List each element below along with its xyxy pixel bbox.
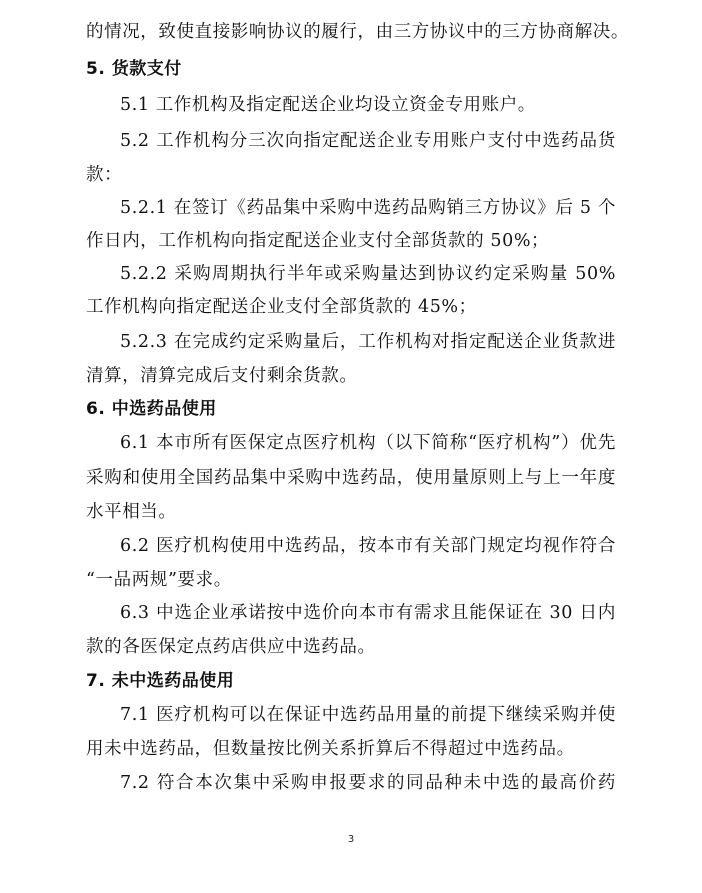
paragraph-line: “一品两规”要求。: [86, 570, 232, 590]
section-heading-5: 5. 货款支付: [86, 59, 182, 79]
paragraph-line: 7.1 医疗机构可以在保证中选药品用量的前提下继续采购并使: [120, 705, 616, 725]
paragraph-line: 水平相当。: [86, 502, 177, 522]
paragraph-line: 5.2.1 在签订《药品集中采购中选药品购销三方协议》后 5 个: [120, 198, 616, 218]
paragraph-line: 6.2 医疗机构使用中选药品，按本市有关部门规定均视作符合: [120, 536, 616, 556]
paragraph-line: 作日内，工作机构向指定配送企业支付全部货款的 50%；: [86, 231, 550, 251]
paragraph-line: 6.1 本市所有医保定点医疗机构（以下简称“医疗机构”）优先: [120, 433, 616, 453]
section-heading-7: 7. 未中选药品使用: [86, 671, 235, 691]
paragraph-line: 工作机构向指定配送企业支付全部货款的 45%；: [86, 297, 477, 317]
paragraph-line: 5.2.3 在完成约定采购量后，工作机构对指定配送企业货款进: [120, 332, 616, 352]
paragraph-line: 款：: [86, 165, 123, 185]
paragraph-line: 采购和使用全国药品集中采购中选药品，使用量原则上与上一年度: [86, 468, 616, 488]
paragraph-line: 6.3 中选企业承诺按中选价向本市有需求且能保证在 30 日内: [120, 603, 616, 623]
paragraph-line: 5.1 工作机构及指定配送企业均设立资金专用账户。: [120, 95, 536, 115]
section-heading-6: 6. 中选药品使用: [86, 399, 217, 419]
paragraph-line: 款的各医保定点药店供应中选药品。: [86, 637, 376, 657]
paragraph-line: 5.2.2 采购周期执行半年或采购量达到协议约定采购量 50%: [120, 264, 616, 284]
paragraph-line: 的情况，致使直接影响协议的履行，由三方协议中的三方协商解决。: [86, 22, 629, 42]
paragraph-line: 用未中选药品，但数量按比例关系折算后不得超过中选药品。: [86, 739, 575, 759]
paragraph-line: 7.2 符合本次集中采购申报要求的同品种未中选的最高价药: [120, 773, 616, 793]
paragraph-line: 5.2 工作机构分三次向指定配送企业专用账户支付中选药品货: [120, 131, 616, 151]
paragraph-line: 清算，清算完成后支付剩余货款。: [86, 366, 358, 386]
page-number: 3: [347, 834, 355, 845]
